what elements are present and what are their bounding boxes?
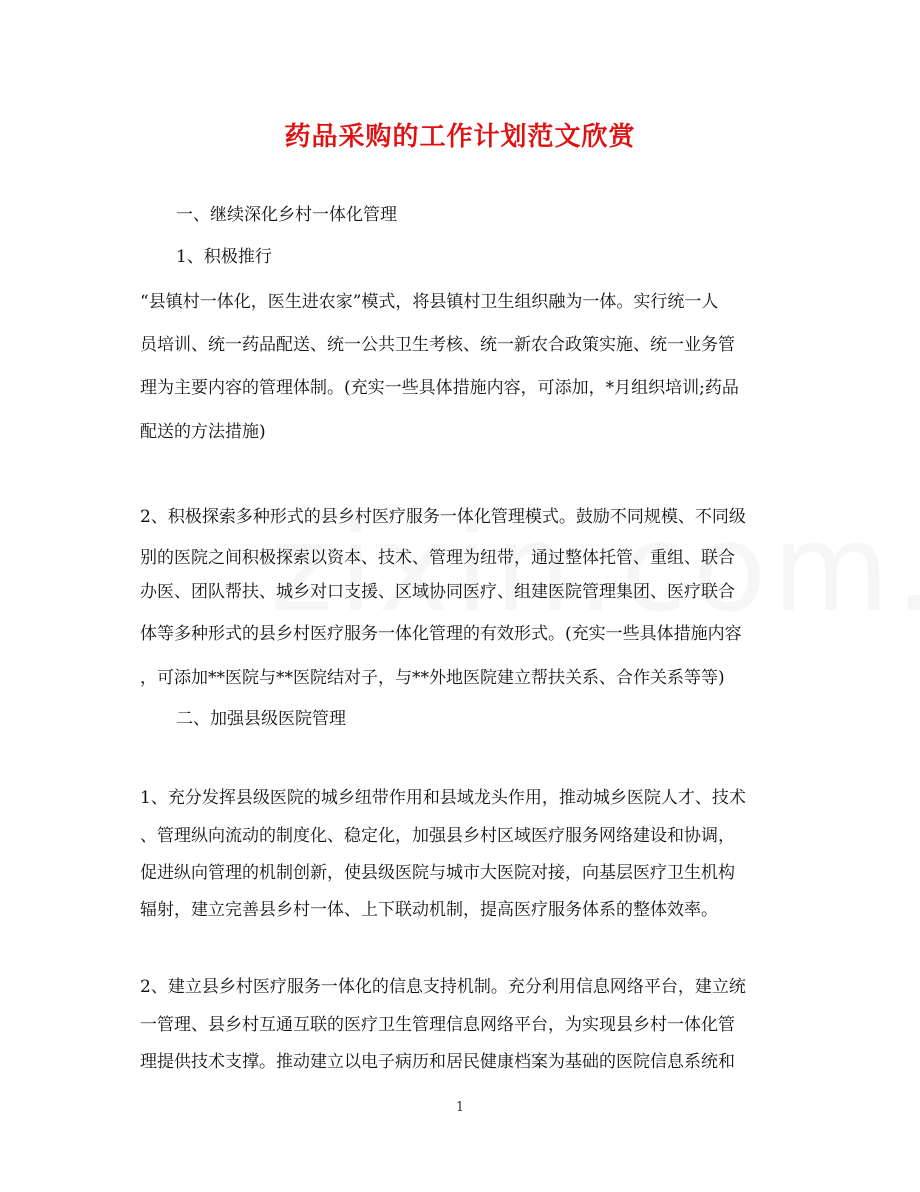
paragraph-line: 促进纵向管理的机制创新，使县级医院与城市大医院对接，向基层医疗卫生机构 [140,863,735,883]
paragraph-line: 、管理纵向流动的制度化、稳定化，加强县乡村区域医疗服务网络建设和协调， [140,826,735,846]
paragraph-line: 2、积极探索多种形式的县乡村医疗服务一体化管理模式。鼓励不同规模、不同级 [140,507,746,527]
paragraph-line: 理为主要内容的管理体制。(充实一些具体措施内容，可添加，*月组织培训;药品 [140,378,739,398]
paragraph-line: 2、建立县乡村医疗服务一体化的信息支持机制。充分利用信息网络平台，建立统 [140,977,746,997]
paragraph-line: “县镇村一体化，医生进农家”模式，将县镇村卫生组织融为一体。实行统一人 [140,292,719,312]
subsection-heading: 1、积极推行 [176,247,272,267]
paragraph-line: 体等多种形式的县乡村医疗服务一体化管理的有效形式。(充实一些具体措施内容 [140,624,742,644]
paragraph-line: 配送的方法措施) [140,422,266,442]
paragraph-line: 别的医院之间积极探索以资本、技术、管理为纽带，通过整体托管、重组、联合 [140,548,735,568]
document-title: 药品采购的工作计划范文欣赏 [284,122,636,152]
section-heading-1: 一、继续深化乡村一体化管理 [176,205,397,225]
paragraph-line: 一管理、县乡村互通互联的医疗卫生管理信息网络平台，为实现县乡村一体化管 [140,1015,735,1035]
paragraph-line: 办医、团队帮扶、城乡对口支援、区域协同医疗、组建医院管理集团、医疗联合 [140,582,735,602]
section-heading-2: 二、加强县级医院管理 [176,709,346,729]
paragraph-line: 辐射，建立完善县乡村一体、上下联动机制，提高医疗服务体系的整体效率。 [140,900,718,920]
page-number: 1 [455,1100,465,1115]
paragraph-line: 1、充分发挥县级医院的城乡纽带作用和县域龙头作用，推动城乡医院人才、技术 [140,788,746,808]
paragraph-line: 理提供技术支撑。推动建立以电子病历和居民健康档案为基础的医院信息系统和 [140,1052,735,1072]
paragraph-line: 员培训、统一药品配送、统一公共卫生考核、统一新农合政策实施、统一业务管 [140,335,735,355]
paragraph-line: ，可添加**医院与**医院结对子，与**外地医院建立帮扶关系、合作关系等等) [140,668,725,688]
